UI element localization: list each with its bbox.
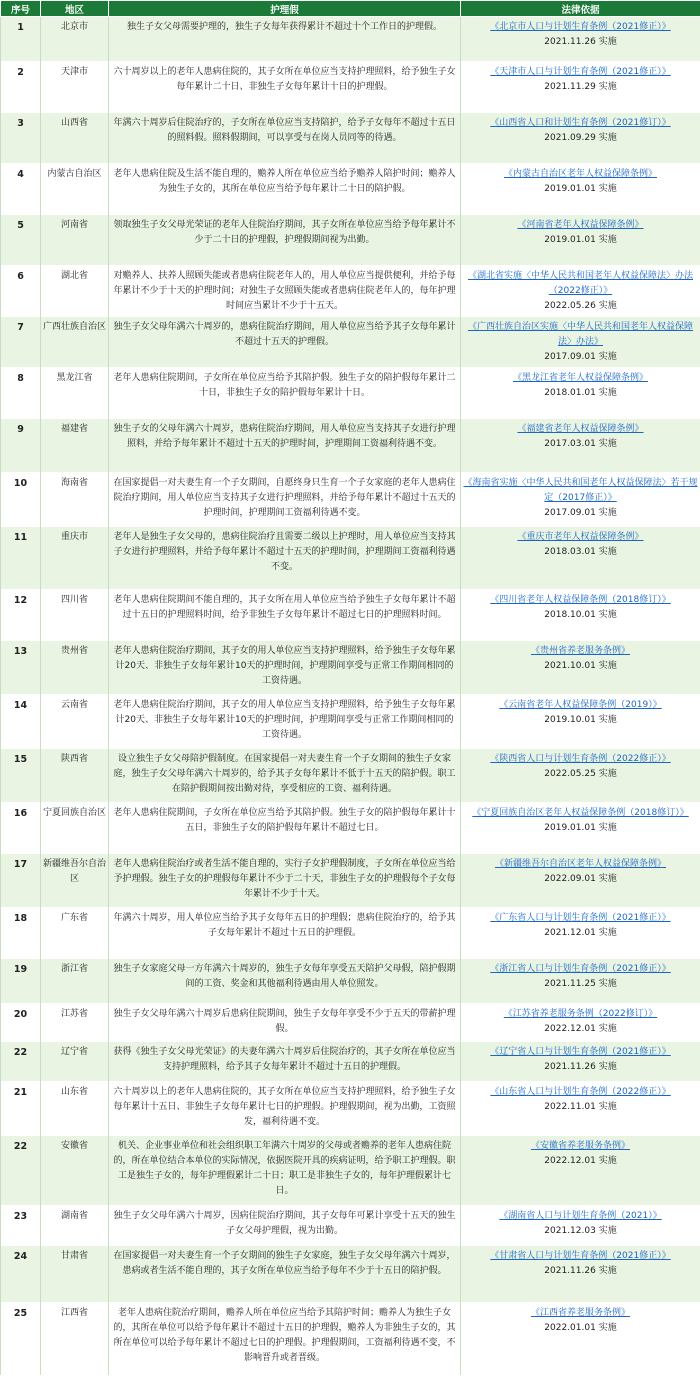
row-region: 江西省 — [41, 1303, 109, 1375]
law-effective-date: 2019.01.01 实施 — [544, 235, 617, 245]
row-region: 河南省 — [41, 215, 109, 266]
row-leave-text: 独生子女父母年满六十周岁的，患病住院治疗期间，用人单位应当给予其子女每年累计不超过十五天的护理假。 — [109, 317, 461, 368]
law-effective-date: 2022.12.01 实施 — [544, 1024, 617, 1034]
law-effective-date: 2022.05.26 实施 — [544, 301, 617, 311]
row-leave-text: 老年人患病住院治疗或者生活不能自理的，实行子女护理假制度，子女所在单位应当给予护理假。独生子女的护理假每年累计不少于二十天，非独生子女的护理假每个子女每年累计不少于十天。 — [109, 854, 461, 908]
row-region: 江苏省 — [41, 1004, 109, 1042]
row-region: 山东省 — [41, 1082, 109, 1136]
law-effective-date: 2022.12.01 实施 — [544, 1156, 617, 1166]
row-region: 贵州省 — [41, 641, 109, 695]
law-link[interactable]: 《北京市人口与计划生育条例（2021修正）》 — [490, 22, 671, 32]
row-number: 2 — [1, 62, 41, 113]
row-number: 19 — [1, 959, 41, 1004]
law-effective-date: 2021.12.01 实施 — [544, 928, 617, 938]
row-number: 25 — [1, 1303, 41, 1375]
row-leave-text: 独生子女父母需要护理的，独生子女每年获得累计不超过十个工作日的护理假。 — [109, 17, 461, 62]
row-region: 山西省 — [41, 113, 109, 164]
row-number: 3 — [1, 113, 41, 164]
row-leave-text: 老年人患病住院治疗期间，赡养人所在单位应当给予其陪护时间；赡养人为独生子女的，其所在单位可以给予每年累计不超过十五日的护理假，赡养人为非独生子女的，其所在单位可以给予每年累计不超过七日的护理假。护理假期间，工资福利待遇不变，不影响晋升或者晋级。 — [109, 1303, 461, 1375]
row-law-basis — [461, 1246, 700, 1303]
law-effective-date: 2021.10.01 实施 — [544, 661, 617, 671]
row-region: 海南省 — [41, 473, 109, 527]
table-row — [1, 113, 700, 164]
law-link[interactable]: 《黑龙江省老年人权益保障条例》 — [512, 373, 648, 383]
law-link[interactable]: 《江西省养老服务条例》 — [530, 1308, 630, 1318]
law-link[interactable]: 《海南省实施〈中华人民共和国老年人权益保障法〉若干规定（2017修正）》 — [463, 478, 698, 503]
table-body — [1, 17, 700, 1375]
law-link[interactable]: 《甘肃省人口与计划生育条例（2021修正）》 — [490, 1251, 671, 1261]
row-region: 广西壮族自治区 — [41, 317, 109, 368]
row-leave-text: 老年人患病住院期间，子女所在单位应当给予其陪护假。独生子女的陪护假每年累计二十日，非独生子女的陪护假每年累计十日。 — [109, 368, 461, 419]
law-effective-date: 2018.01.01 实施 — [544, 388, 617, 398]
law-effective-date: 2017.09.01 实施 — [544, 352, 617, 362]
table-row — [1, 749, 700, 803]
row-law-basis — [461, 164, 700, 215]
row-law-basis — [461, 317, 700, 368]
row-law-basis — [461, 419, 700, 473]
table-row — [1, 695, 700, 749]
table-row — [1, 1206, 700, 1246]
row-number: 8 — [1, 368, 41, 419]
table-row — [1, 908, 700, 959]
table-row — [1, 368, 700, 419]
header-region: 地区 — [41, 1, 109, 17]
law-link[interactable]: 《重庆市老年人权益保障条例》 — [517, 532, 644, 542]
table-row — [1, 1004, 700, 1042]
row-leave-text: 老年人患病住院治疗期间，其子女的用人单位应当支持护理照料，给予独生子女每年累计20天、非独生子女每年累计10天的护理时间，护理期间享受与正常工作期间相同的工资待遇。 — [109, 641, 461, 695]
row-law-basis — [461, 854, 700, 908]
row-region: 湖北省 — [41, 266, 109, 317]
row-leave-text: 六十周岁以上的老年人患病住院的，其子女所在单位应当支持护理照料，给予独生子女每年累计十五日、非独生子女每年累计七日的护理假。护理假期间，视为出勤，工资照发，福利待遇不变。 — [109, 1082, 461, 1136]
row-number: 14 — [1, 695, 41, 749]
row-region: 陕西省 — [41, 749, 109, 803]
row-number: 11 — [1, 527, 41, 590]
law-link[interactable]: 《湖南省人口与计划生育条例（2021）》 — [499, 1211, 662, 1221]
row-region: 黑龙江省 — [41, 368, 109, 419]
table-row — [1, 62, 700, 113]
row-law-basis — [461, 113, 700, 164]
table-row — [1, 1082, 700, 1136]
law-effective-date: 2022.01.01 实施 — [544, 1323, 617, 1333]
law-effective-date: 2018.03.01 实施 — [544, 547, 617, 557]
table-row — [1, 590, 700, 641]
row-number: 24 — [1, 1246, 41, 1303]
row-law-basis — [461, 215, 700, 266]
law-effective-date: 2021.11.26 实施 — [544, 1266, 617, 1276]
table-row — [1, 854, 700, 908]
row-law-basis — [461, 749, 700, 803]
law-link[interactable]: 《云南省老年人权益保障条例（2019）》 — [499, 700, 662, 710]
table-row — [1, 803, 700, 854]
row-region: 云南省 — [41, 695, 109, 749]
law-link[interactable]: 《四川省老年人权益保障条例（2018修订）》 — [490, 595, 671, 605]
law-effective-date: 2018.10.01 实施 — [544, 610, 617, 620]
law-link[interactable]: 《辽宁省人口与计划生育条例（2021修正）》 — [490, 1047, 671, 1057]
law-link[interactable]: 《安徽省养老服务条例》 — [530, 1141, 630, 1151]
row-leave-text: 独生子女父母年满六十周岁后患病住院期间，独生子女每年享受不少于五天的带薪护理假。 — [109, 1004, 461, 1042]
row-number: 18 — [1, 908, 41, 959]
row-number: 17 — [1, 854, 41, 908]
row-region: 福建省 — [41, 419, 109, 473]
law-link[interactable]: 《山东省人口与计划生育条例（2022修正）》 — [490, 1087, 671, 1097]
law-link[interactable]: 《江苏省养老服务条例（2022修订）》 — [503, 1009, 658, 1019]
law-link[interactable]: 《湖北省实施〈中华人民共和国老年人权益保障法〉办法（2022修正）》 — [467, 271, 693, 296]
row-law-basis — [461, 1136, 700, 1206]
table-row — [1, 527, 700, 590]
row-law-basis — [461, 908, 700, 959]
row-leave-text: 设立独生子女父母陪护假制度。在国家提倡一对夫妻生育一个子女期间的独生子女家庭，独生子女父母年满六十周岁的，给予其子女每年累计不低于十五天的陪护假。职工在陪护假期间按出勤对待，享受相应的工资、福利待遇。 — [109, 749, 461, 803]
row-leave-text: 年满六十周岁，用人单位应当给予其子女每年五日的护理假；患病住院治疗的，给予其子女每年累计不超过十五日的护理假。 — [109, 908, 461, 959]
law-link[interactable]: 《福建省老年人权益保障条例》 — [517, 424, 644, 434]
table-row — [1, 215, 700, 266]
row-law-basis — [461, 62, 700, 113]
row-number: 21 — [1, 1082, 41, 1136]
law-effective-date: 2019.10.01 实施 — [544, 715, 617, 725]
law-effective-date: 2021.11.26 实施 — [544, 37, 617, 47]
row-region: 新疆维吾尔自治区 — [41, 854, 109, 908]
law-link[interactable]: 《河南省老年人权益保障条例》 — [517, 220, 644, 230]
row-number: 13 — [1, 641, 41, 695]
law-link[interactable]: 《广东省人口与计划生育条例（2021修正）》 — [490, 913, 671, 923]
row-number: 5 — [1, 215, 41, 266]
row-region: 内蒙古自治区 — [41, 164, 109, 215]
row-leave-text: 获得《独生子女父母光荣证》的夫妻年满六十周岁后住院治疗的，其子女所在单位应当支持护理照料，给予其子女每年累计不超过十五日的护理假。 — [109, 1042, 461, 1082]
row-leave-text: 在国家提倡一对夫妻生育一个子女期间的独生子女家庭，独生子女父母年满六十周岁，患病或者生活不能自理的，其子女所在单位应当给予每年不少于十五日的陪护假。 — [109, 1246, 461, 1303]
law-link[interactable]: 《广西壮族自治区实施〈中华人民共和国老年人权益保障法〉办法》 — [467, 322, 693, 347]
row-law-basis — [461, 803, 700, 854]
table-row — [1, 1303, 700, 1375]
row-number: 10 — [1, 473, 41, 527]
row-region: 湖南省 — [41, 1206, 109, 1246]
row-region: 甘肃省 — [41, 1246, 109, 1303]
row-law-basis — [461, 695, 700, 749]
row-number: 15 — [1, 749, 41, 803]
row-law-basis — [461, 641, 700, 695]
table-row — [1, 641, 700, 695]
table-row — [1, 17, 700, 62]
row-leave-text: 对赡养人、扶养人照顾失能或者患病住院老年人的，用人单位应当提供便利，并给予每年累计不少于十天的护理时间；对独生子女照顾失能或者患病住院老年人的，每年护理时间应当累计不少于十五天。 — [109, 266, 461, 317]
row-law-basis — [461, 17, 700, 62]
row-number: 22 — [1, 1136, 41, 1206]
row-leave-text: 老年人患病住院期间不能自理的，其子女所在用人单位应当给予独生子女每年累计不超过十五日的护理照料时间，给予非独生子女每年累计不超过七日的护理照料时间。 — [109, 590, 461, 641]
row-region: 北京市 — [41, 17, 109, 62]
row-leave-text: 独生子女父母年满六十周岁，因病住院治疗期间，其子女每年可累计享受十五天的独生子女父母护理假，视为出勤。 — [109, 1206, 461, 1246]
row-number: 20 — [1, 1004, 41, 1042]
law-link[interactable]: 《浙江省人口与计划生育条例（2021修正）》 — [490, 964, 671, 974]
law-effective-date: 2022.11.01 实施 — [544, 1102, 617, 1112]
row-law-basis — [461, 590, 700, 641]
law-effective-date: 2019.01.01 实施 — [544, 184, 617, 194]
row-law-basis — [461, 1004, 700, 1042]
law-effective-date: 2021.11.26 实施 — [544, 1062, 617, 1072]
table-row — [1, 1136, 700, 1206]
row-leave-text: 老年人患病住院期间，子女所在单位应当给予其陪护假。独生子女的陪护假每年累计十五日，非独生子女的陪护假每年累计不超过七日。 — [109, 803, 461, 854]
table-row — [1, 1246, 700, 1303]
law-effective-date: 2017.09.01 实施 — [544, 508, 617, 518]
row-law-basis — [461, 266, 700, 317]
row-number: 7 — [1, 317, 41, 368]
row-law-basis — [461, 527, 700, 590]
row-leave-text: 年满六十周岁后住院治疗的，子女所在单位应当支持陪护，给予子女每年不超过十五日的照料假。照料假期间，可以享受与在岗人员同等的待遇。 — [109, 113, 461, 164]
row-leave-text: 老年人患病住院治疗期间，其子女的用人单位应当支持护理照料，给予独生子女每年累计20天、非独生子女每年累计10天的护理时间，护理期间享受与正常工作期间相同的工资待遇。 — [109, 695, 461, 749]
law-link[interactable]: 《新疆维吾尔自治区老年人权益保障条例》 — [494, 859, 666, 869]
table-row — [1, 1042, 700, 1082]
law-link[interactable]: 《天津市人口与计划生育条例（2021修正）》 — [490, 67, 671, 77]
row-law-basis — [461, 1082, 700, 1136]
row-region: 浙江省 — [41, 959, 109, 1004]
law-effective-date: 2022.05.25 实施 — [544, 769, 617, 779]
row-law-basis — [461, 473, 700, 527]
row-number: 1 — [1, 17, 41, 62]
law-effective-date: 2021.11.29 实施 — [544, 82, 617, 92]
law-effective-date: 2019.01.01 实施 — [544, 823, 617, 833]
law-effective-date: 2021.12.03 实施 — [544, 1226, 617, 1236]
row-number: 6 — [1, 266, 41, 317]
row-leave-text: 老年人是独生子女父母的，患病住院治疗且需要二级以上护理时，用人单位应当支持其子女进行护理照料，并给予每年累计不超过十五天的护理时间，护理期间工资福利待遇不变。 — [109, 527, 461, 590]
row-law-basis — [461, 1303, 700, 1375]
law-effective-date: 2017.03.01 实施 — [544, 439, 617, 449]
law-link[interactable]: 《陕西省人口与计划生育条例（2022修正）》 — [490, 754, 671, 764]
table-row — [1, 473, 700, 527]
row-region: 宁夏回族自治区 — [41, 803, 109, 854]
row-region: 重庆市 — [41, 527, 109, 590]
row-region: 广东省 — [41, 908, 109, 959]
law-effective-date: 2021.11.25 实施 — [544, 979, 617, 989]
table-row — [1, 959, 700, 1004]
row-region: 四川省 — [41, 590, 109, 641]
table-row — [1, 419, 700, 473]
law-link[interactable]: 《贵州省养老服务条例》 — [530, 646, 630, 656]
row-region: 天津市 — [41, 62, 109, 113]
law-link[interactable]: 《宁夏回族自治区老年人权益保障条例（2018修订）》 — [472, 808, 689, 818]
row-leave-text: 六十周岁以上的老年人患病住院的，其子女所在单位应当支持护理照料，给予独生子女每年累计二十日、非独生子女每年累计十日的护理假。 — [109, 62, 461, 113]
row-number: 22 — [1, 1042, 41, 1082]
row-region: 安徽省 — [41, 1136, 109, 1206]
table-header-row — [1, 1, 700, 17]
table-row — [1, 266, 700, 317]
row-law-basis — [461, 1206, 700, 1246]
table-row — [1, 317, 700, 368]
law-effective-date: 2022.09.01 实施 — [544, 874, 617, 884]
row-number: 12 — [1, 590, 41, 641]
header-no: 序号 — [1, 1, 41, 17]
row-number: 4 — [1, 164, 41, 215]
row-leave-text: 领取独生子女父母光荣证的老年人住院治疗期间，其子女所在单位应当给予每年累计不少于二十日的护理假，护理假期间视为出勤。 — [109, 215, 461, 266]
row-number: 16 — [1, 803, 41, 854]
law-link[interactable]: 《内蒙古自治区老年人权益保障条例》 — [503, 169, 657, 179]
row-number: 23 — [1, 1206, 41, 1246]
row-region: 辽宁省 — [41, 1042, 109, 1082]
row-number: 9 — [1, 419, 41, 473]
row-leave-text: 独生子女的父母年满六十周岁，患病住院治疗期间，用人单位应当支持其子女进行护理照料，并给予每年累计不超过十五天的护理时间，护理期间工资福利待遇不变。 — [109, 419, 461, 473]
row-leave-text: 在国家提倡一对夫妻生育一个子女期间，自愿终身只生育一个子女家庭的老年人患病住院治疗期间，用人单位应当支持其子女进行护理照料，并给予每年累计不超过十五天的护理时间，护理期间工资福利待遇不变。 — [109, 473, 461, 527]
row-law-basis — [461, 368, 700, 419]
row-law-basis — [461, 1042, 700, 1082]
header-law: 法律依据 — [461, 1, 700, 17]
header-leave: 护理假 — [109, 1, 461, 17]
row-law-basis — [461, 959, 700, 1004]
row-leave-text: 机关、企业事业单位和社会组织职工年满六十周岁的父母或者赡养的老年人患病住院的，所在单位结合本单位的实际情况，依据医院开具的疾病证明，给予职工护理假。职工是独生子女的，每年护理假累计二十日；职工是非独生子女的，每年护理假累计七日。 — [109, 1136, 461, 1206]
law-effective-date: 2021.09.29 实施 — [544, 133, 617, 143]
row-leave-text: 独生子女家庭父母一方年满六十周岁的，独生子女每年享受五天陪护父母假，陪护假期间的工资、奖金和其他福利待遇由用人单位照发。 — [109, 959, 461, 1004]
law-link[interactable]: 《山西省人口和计划生育条例（2021修订）》 — [490, 118, 671, 128]
table-row — [1, 164, 700, 215]
row-leave-text: 老年人患病住院及生活不能自理的，赡养人所在单位应当给予赡养人陪护时间；赡养人为独生子女的，其所在单位应当给予每年累计二十日的陪护假。 — [109, 164, 461, 215]
